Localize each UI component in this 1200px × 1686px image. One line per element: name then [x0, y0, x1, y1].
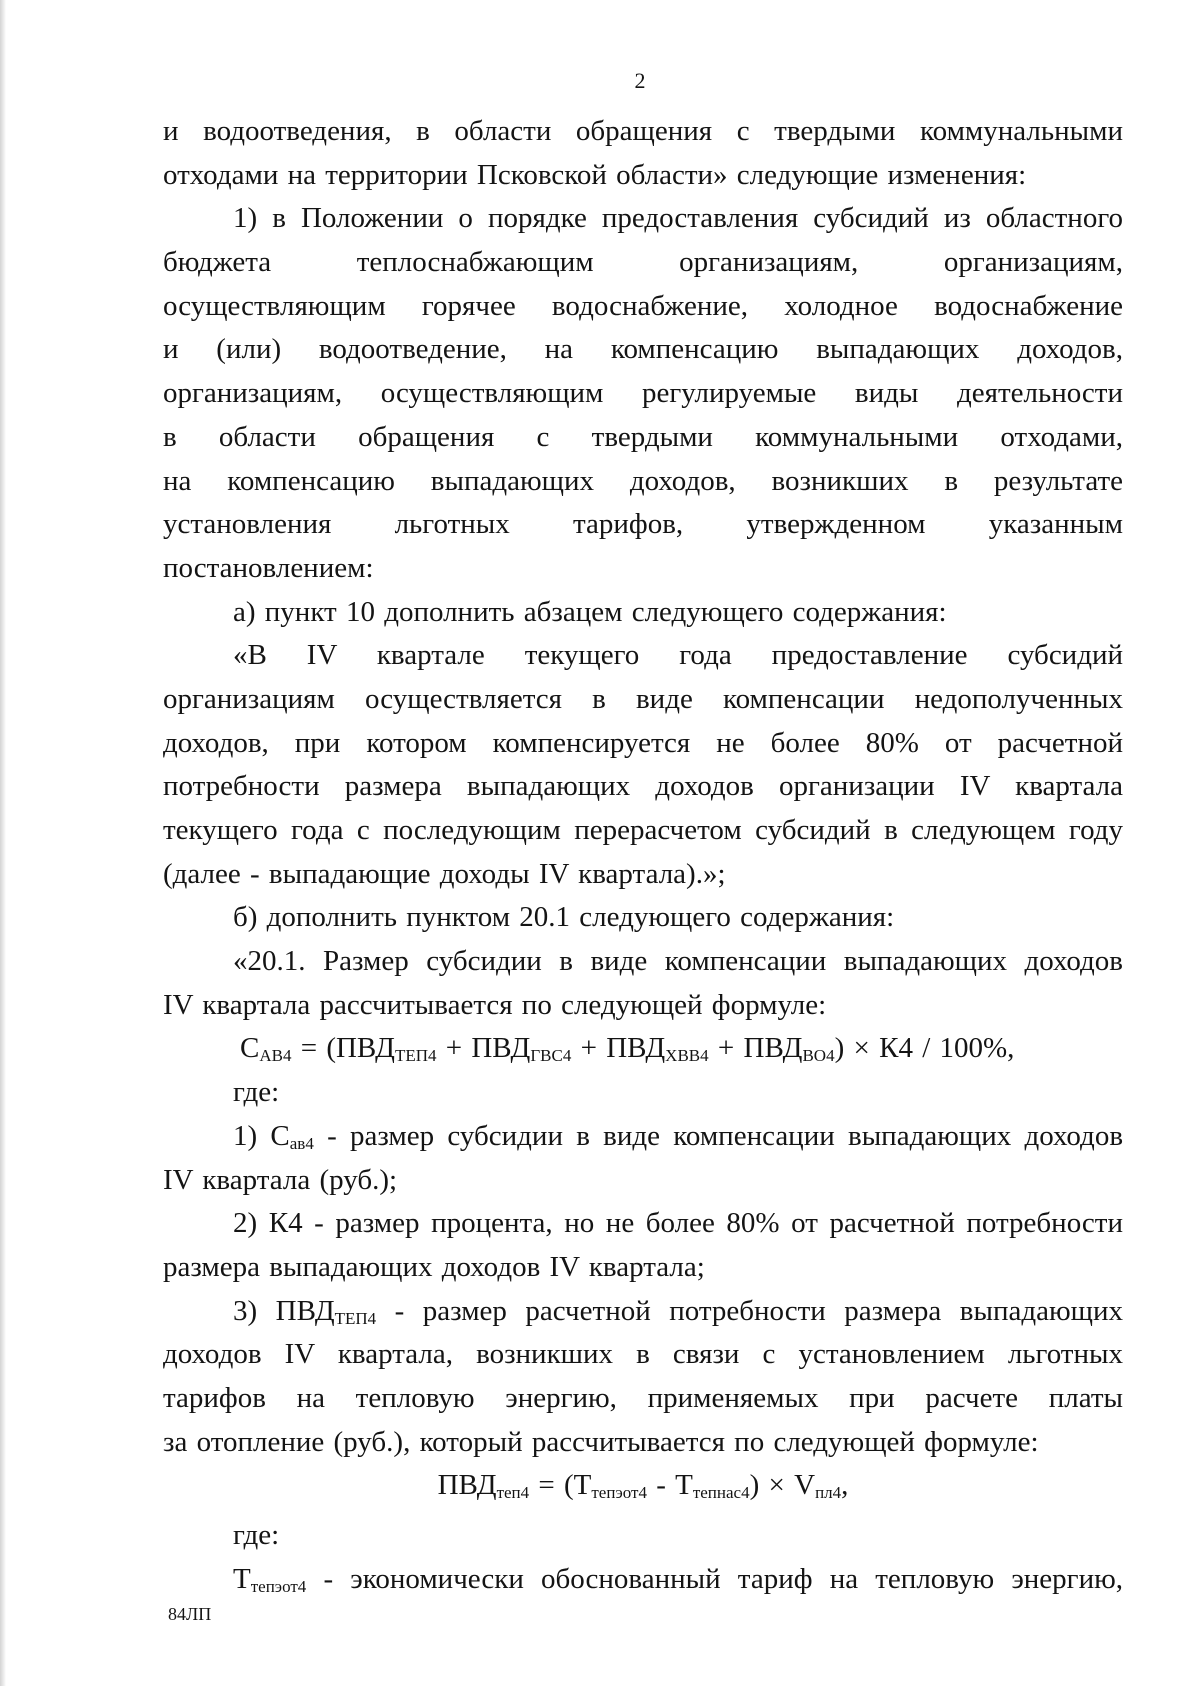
text-line: и (или) водоотведение, на компенсацию выпадающих доходов,	[163, 333, 1123, 366]
text-line: а) пункт 10 дополнить абзацем следующего содержания:	[233, 595, 947, 628]
definition-subscript: тепэот4	[250, 1576, 307, 1596]
text-line: IV квартала рассчитывается по следующей формуле:	[163, 988, 827, 1021]
definition-symbol: Т	[233, 1562, 251, 1595]
scan-edge	[0, 0, 6, 1686]
definition-line: размера выпадающих доходов IV квартала;	[163, 1250, 705, 1283]
definition-line: IV квартала (руб.);	[163, 1163, 398, 1196]
formula-heat-need	[163, 1464, 1123, 1508]
definition-line: 2) К4 - размер процента, но не более 80% от расчетной потребности	[233, 1207, 1123, 1240]
formula-subscript: тепнас4	[692, 1483, 750, 1503]
text-line: «В IV квартале текущего года предоставление субсидий	[233, 639, 1123, 672]
formula-subsidy	[163, 1027, 1123, 1071]
definition-symbol: 3) ПВД	[233, 1294, 335, 1327]
formula-symbol: ПВД	[437, 1469, 497, 1502]
formula-subscript: ГВС4	[530, 1046, 572, 1066]
paragraph-lines	[163, 110, 1123, 1027]
formula-subscript: тепэот4	[591, 1483, 647, 1503]
text-line: на компенсацию выпадающих доходов, возникших в результате	[163, 464, 1123, 497]
text-line: б) дополнить пунктом 20.1 следующего содержания:	[233, 901, 895, 934]
formula-part: ) × К4 / 100%,	[834, 1032, 1015, 1065]
formula-subscript: ТЕП4	[394, 1046, 437, 1066]
text-line: потребности размера выпадающих доходов организации IV квартала	[163, 770, 1123, 803]
document-body	[163, 110, 1123, 1601]
formula-part: ) × V	[749, 1469, 816, 1502]
formula-part: ,	[841, 1469, 849, 1502]
formula-subscript: ВО4	[802, 1046, 835, 1066]
definition-symbol: 1) С	[233, 1119, 290, 1152]
text-line: осуществляющим горячее водоснабжение, холодное водоснабжение	[163, 289, 1123, 322]
text-line: установления льготных тарифов, утвержденном указанным	[163, 508, 1123, 541]
formula-part: = (Т	[529, 1469, 592, 1502]
formula-part: + ПВД	[436, 1032, 531, 1065]
definition-line	[163, 1558, 1123, 1602]
definition-line: тарифов на тепловую энергию, применяемых при расчете платы	[163, 1381, 1123, 1414]
text-line: в области обращения с твердыми коммунальными отходами,	[163, 420, 1123, 453]
formula-subscript: ХВВ4	[665, 1046, 709, 1066]
definition-subscript: ТЕП4	[334, 1308, 377, 1328]
text-line: и водоотведения, в области обращения с твердыми коммунальными	[163, 115, 1123, 147]
text-line: «20.1. Размер субсидии в виде компенсации выпадающих доходов	[233, 945, 1123, 978]
definition-line: за отопление (руб.), который рассчитывается по следующей формуле:	[163, 1425, 1039, 1458]
text-line: бюджета теплоснабжающим организациям, организациям,	[163, 246, 1123, 279]
definition-subscript: ав4	[289, 1133, 314, 1153]
text-line: доходов, при котором компенсируется не более 80% от расчетной	[163, 726, 1123, 759]
definition-line: доходов IV квартала, возникших в связи с установлением льготных	[163, 1338, 1123, 1371]
definition-line	[163, 1290, 1123, 1334]
formula-part: + ПВД	[708, 1032, 803, 1065]
where-label: где:	[233, 1519, 280, 1551]
formula-subscript: теп4	[496, 1483, 530, 1503]
formula-part: = (ПВД	[291, 1032, 395, 1065]
text-line: отходами на территории Псковской области» следующие изменения:	[163, 158, 1027, 191]
formula-symbol: С	[240, 1032, 260, 1065]
formula-part: + ПВД	[571, 1032, 666, 1065]
page-number: 2	[634, 68, 646, 93]
definition-line	[163, 1115, 1123, 1159]
definition-text: - размер расчетной потребности размера выпадающих	[376, 1294, 1123, 1327]
text-line: организациям, осуществляющим регулируемые виды деятельности	[163, 377, 1123, 410]
text-line: постановлением:	[163, 551, 374, 584]
text-line: организациям осуществляется в виде компенсации недополученных	[163, 682, 1123, 715]
definition-text: - экономически обоснованный тариф на тепловую энергию,	[306, 1562, 1123, 1595]
definition-text: - размер субсидии в виде компенсации выпадающих доходов	[313, 1119, 1124, 1152]
text-line: 1) в Положении о порядке предоставления субсидий из областного	[233, 202, 1123, 235]
where-label: где:	[233, 1076, 280, 1109]
formula-subscript: АВ4	[259, 1046, 292, 1066]
text-line: (далее - выпадающие доходы IV квартала).»;	[163, 857, 726, 890]
formula-part: - Т	[646, 1469, 693, 1502]
formula-subscript: пл4	[815, 1483, 842, 1503]
document-code: 84ЛП	[168, 1604, 212, 1624]
text-line: текущего года с последующим перерасчетом субсидий в следующем году	[163, 814, 1123, 846]
